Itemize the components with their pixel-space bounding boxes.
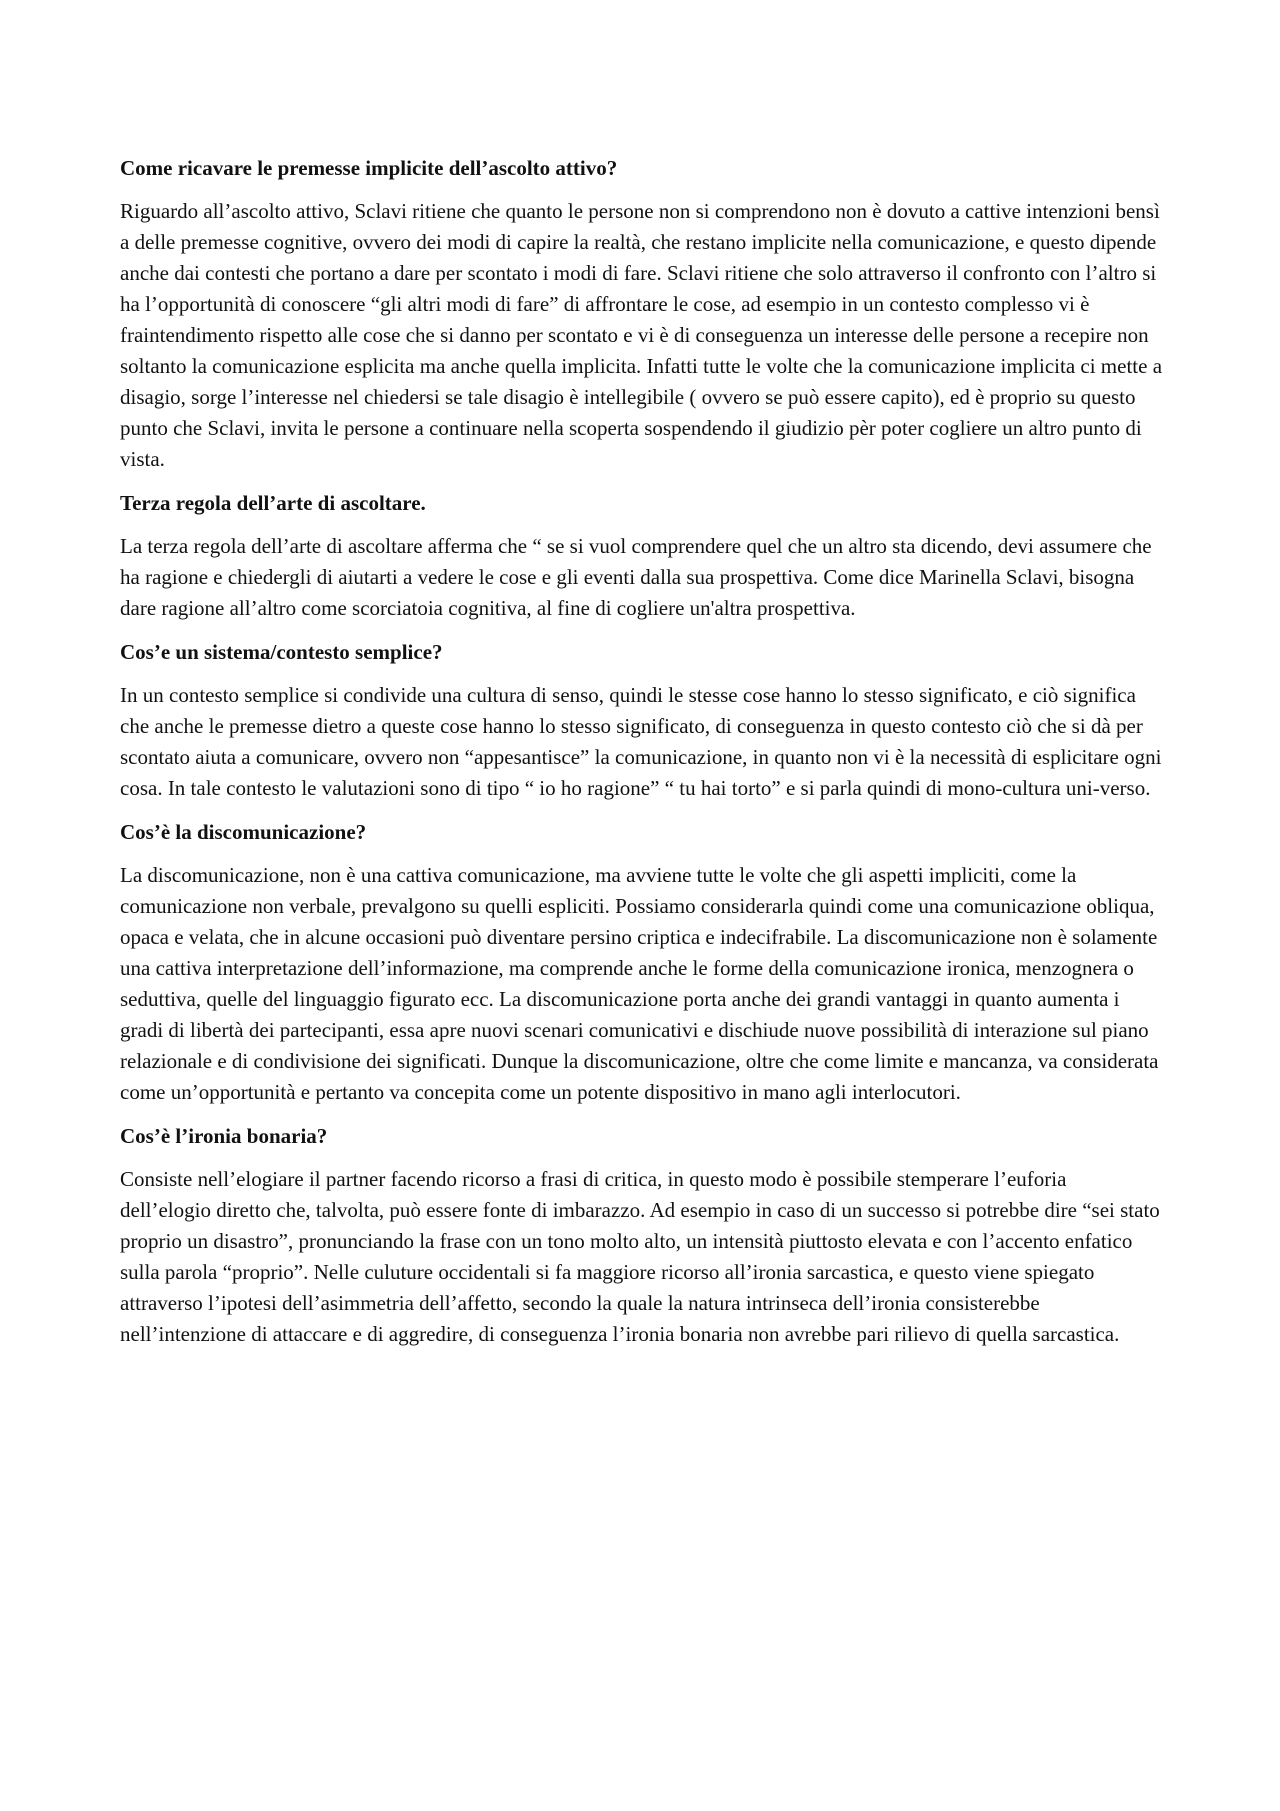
section-body: Riguardo all’ascolto attivo, Sclavi ritiene che quanto le persone non si comprendono non è dovuto a cattive intenzioni bensì a delle premesse cognitive, ovvero dei modi di capire la realtà, che restano implicite nella comunicazione, e questo dipende anche dai contesti che portano a dare per scontato i modi di fare. Sclavi ritiene che solo attraverso il confronto con l’altro si ha l’opportunità di conoscere “gli altri modi di fare” di affrontare le cose, ad esempio in un contesto complesso vi è fraintendimento rispetto alle cose che si danno per scontato e vi è di conseguenza un interesse delle persone a recepire non soltanto la comunicazione esplicita ma anche quella implicita. Infatti tutte le volte che la comunicazione implicita ci mette a disagio, sorge l’interesse nel chiedersi se tale disagio è intellegibile ( ovvero se può essere capito), ed è proprio su questo punto che Sclavi, invita le persone a continuare nella scoperta sospendendo il giudizio pèr poter cogliere un altro punto di vista. — [120, 199, 1163, 471]
section-body: Consiste nell’elogiare il partner facendo ricorso a frasi di critica, in questo modo è possibile stemperare l’euforia dell’elogio diretto che, talvolta, può essere fonte di imbarazzo. Ad esempio in caso di un successo si potrebbe dire “sei stato proprio un disastro”, pronunciando la frase con un tono molto alto, un intensità piuttosto elevata e con l’accento enfatico sulla parola “proprio”. Nelle culuture occidentali si fa maggiore ricorso all’ironia sarcastica, e questo viene spiegato attraverso l’ipotesi dell’asimmetria dell’affetto, secondo la quale la natura intrinseca dell’ironia consisterebbe nell’intenzione di attaccare e di aggredire, di conseguenza l’ironia bonaria non avrebbe pari rilievo di quella sarcastica. — [120, 1167, 1160, 1346]
section-heading: Terza regola dell’arte di ascoltare. — [120, 491, 426, 515]
section-body: In un contesto semplice si condivide una cultura di senso, quindi le stesse cose hanno lo stesso significato, e ciò significa che anche le premesse dietro a queste cose hanno lo stesso significato, di conseguenza in questo contesto ciò che si dà per scontato aiuta a comunicare, ovvero non “appesantisce” la comunicazione, in quanto non vi è la necessità di esplicitare ogni cosa. In tale contesto le valutazioni sono di tipo “ io ho ragione” “ tu hai torto” e si parla quindi di mono-cultura uni-verso. — [120, 683, 1162, 800]
section-third-rule — [120, 488, 1162, 624]
section-heading: Come ricavare le premesse implicite dell’ascolto attivo? — [120, 156, 618, 180]
section-body: La discomunicazione, non è una cattiva comunicazione, ma avviene tutte le volte che gli aspetti impliciti, come la comunicazione non verbale, prevalgono su quelli espliciti. Possiamo considerarla quindi come una comunicazione obliqua, opaca e velata, che in alcune occasioni può diventare persino criptica e indecifrabile. La discomunicazione non è solamente una cattiva interpretazione dell’informazione, ma comprende anche le forme della comunicazione ironica, menzognera o seduttiva, quelle del linguaggio figurato ecc. La discomunicazione porta anche dei grandi vantaggi in quanto aumenta i gradi di libertà dei partecipanti, essa apre nuovi scenari comunicativi e dischiude nuove possibilità di interazione sul piano relazionale e di condivisione dei significati. Dunque la discomunicazione, oltre che come limite e mancanza, va considerata come un’opportunità e pertanto va concepita come un potente dispositivo in mano agli interlocutori. — [120, 863, 1159, 1104]
section-simple-context — [120, 637, 1162, 804]
section-implicit-premises — [120, 153, 1162, 475]
section-discommunication — [120, 817, 1162, 1108]
section-heading: Cos’è l’ironia bonaria? — [120, 1124, 328, 1148]
section-heading: Cos’e un sistema/contesto semplice? — [120, 640, 443, 664]
section-good-natured-irony — [120, 1121, 1162, 1350]
section-heading: Cos’è la discomunicazione? — [120, 820, 367, 844]
section-body: La terza regola dell’arte di ascoltare afferma che “ se si vuol comprendere quel che un altro sta dicendo, devi assumere che ha ragione e chiedergli di aiutarti a vedere le cose e gli eventi dalla sua prospettiva. Come dice Marinella Sclavi, bisogna dare ragione all’altro come scorciatoia cognitiva, al fine di cogliere un'altra prospettiva. — [120, 534, 1152, 620]
